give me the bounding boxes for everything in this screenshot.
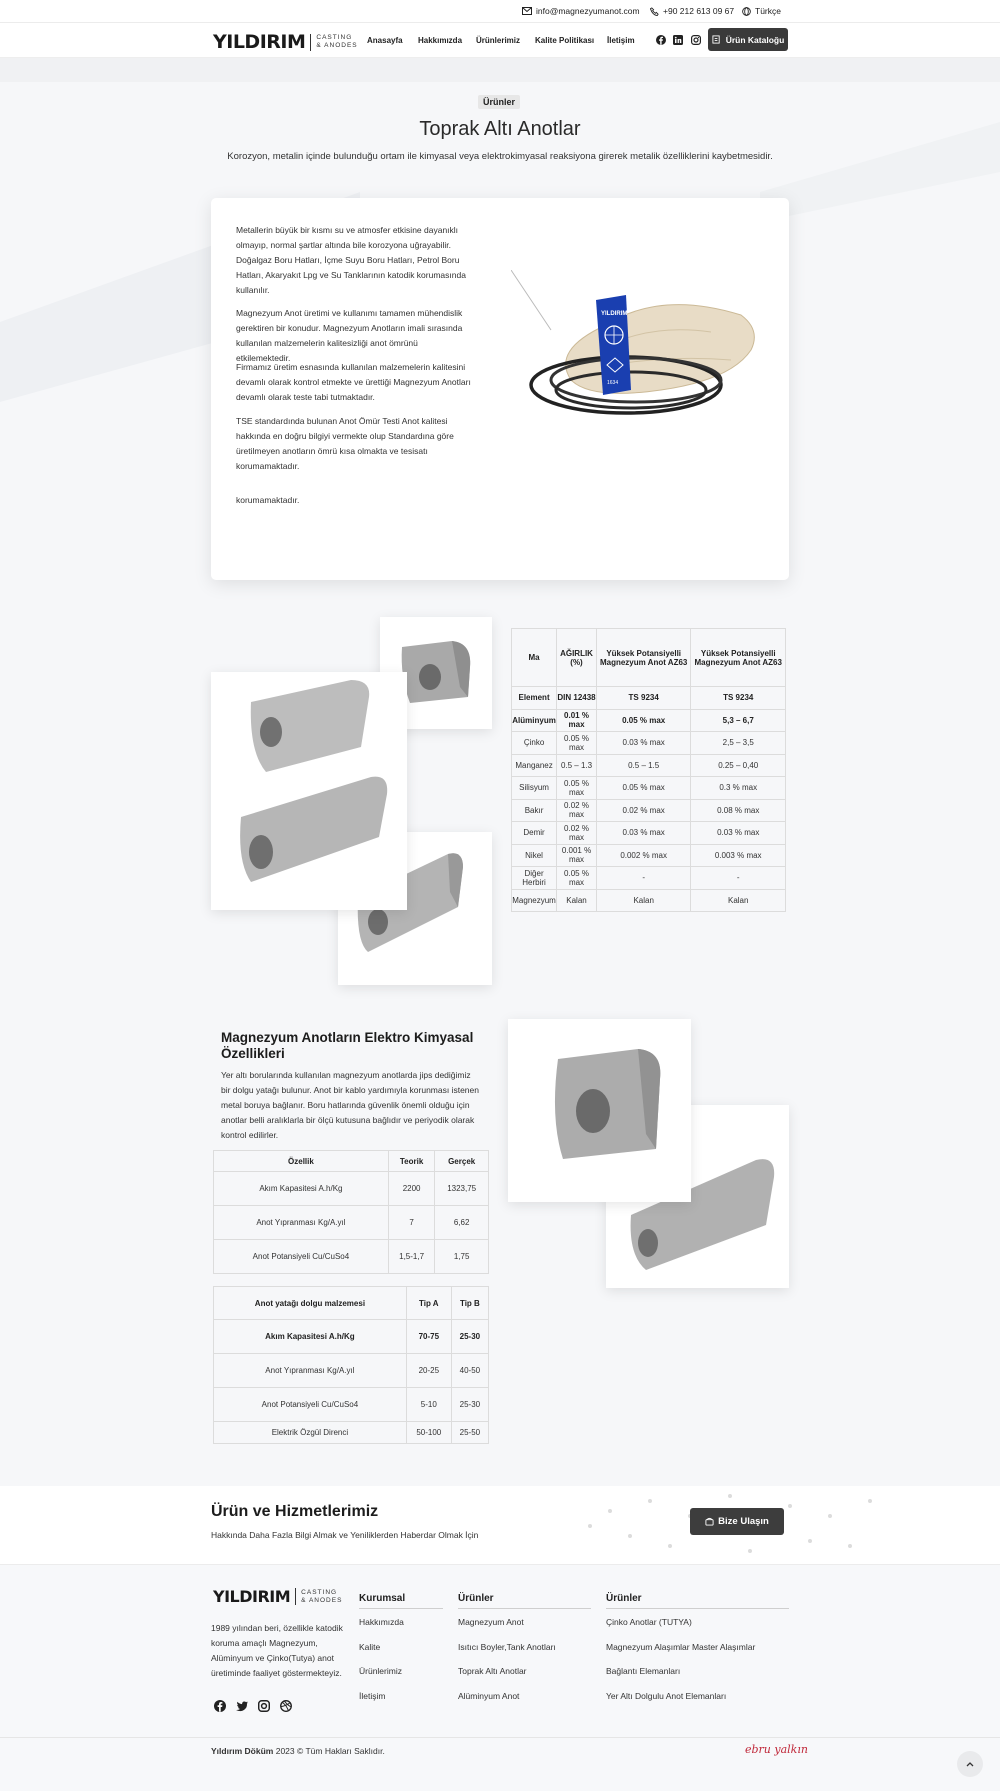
copyright	[211, 1746, 385, 1756]
intro-paragraph-2: Magnezyum Anot üretimi ve kullanımı tamamen mühendislik gerektiren bir konudur. Magnezyum Anotların imali sırasında kullanılan malzemelerin kalitesizliği anot ömrünü etkilemektedir.	[236, 308, 463, 363]
table-cell: Elektrik Özgül Direnci	[214, 1422, 407, 1444]
logo-tagline-1: CASTING	[316, 34, 353, 41]
electro-text: Yer altı borularında kullanılan magnezyum anotlarda jips dediğimiz bir dolgu yatağı bulunur. Anot bir kablo yardımıyla korunması istenen metal boruya bağlanır. Boru hatlarında güvenlik önemli olduğu için anotlar belli aralıklarla bir ölçü kutusuna bağlıdır ve periyodik olarak kontrol edilirler.	[221, 1070, 479, 1140]
footer-col3-title: Ürünler	[606, 1593, 789, 1609]
intro-paragraph-5: korumamaktadır.	[236, 495, 300, 505]
table-row	[214, 1206, 489, 1240]
table-header-cell: Gerçek	[435, 1151, 489, 1172]
composition-table	[511, 628, 786, 912]
phone-icon	[650, 7, 659, 16]
table-cell: 5,3 – 6,7	[691, 709, 786, 732]
logo-wordmark: YILDIRIM	[213, 31, 306, 53]
table-header-cell: Anot yatağı dolgu malzemesi	[214, 1287, 407, 1320]
footer-link[interactable]: Ürünlerimiz	[359, 1666, 402, 1676]
table-cell: Nikel	[512, 844, 557, 867]
footer-col2-title: Ürünler	[458, 1593, 591, 1609]
table-cell: 50-100	[406, 1422, 451, 1444]
table-cell: 2,5 – 3,5	[691, 732, 786, 755]
product-image-short-2	[508, 1019, 691, 1202]
table-cell: -	[596, 867, 691, 890]
table-cell: 0.02 % max	[596, 799, 691, 822]
table-cell: TS 9234	[691, 687, 786, 710]
table-header-cell: Yüksek Potansiyelli Magnezyum Anot AZ63	[691, 629, 786, 687]
table-cell: Element	[512, 687, 557, 710]
table-header-cell: Yüksek Potansiyelli Magnezyum Anot AZ63	[596, 629, 691, 687]
table-cell: 0.08 % max	[691, 799, 786, 822]
footer-link[interactable]: Kalite	[359, 1641, 381, 1652]
footer-col1-title: Kurumsal	[359, 1593, 443, 1609]
footer-about: 1989 yılından beri, özellikle katodik koruma amaçlı Magnezyum, Alüminyum ve Çinko(Tutya) anot üretiminde faaliyet göstermekteyiz.	[211, 1623, 343, 1678]
table-cell: 25-30	[451, 1388, 488, 1422]
footer-link[interactable]: Toprak Altı Anotlar	[458, 1666, 527, 1676]
contact-button-label: Bize Ulaşın	[718, 1516, 769, 1527]
table-cell: 0.03 % max	[691, 822, 786, 845]
logo-tagline	[316, 34, 357, 50]
tag-code-text: 1634	[607, 380, 619, 386]
table-cell: 0.002 % max	[596, 844, 691, 867]
table-cell: 0.25 – 0,40	[691, 754, 786, 777]
table-row	[214, 1422, 489, 1444]
table-header-cell: Ma	[512, 629, 557, 687]
table-cell: 0.001 % max	[557, 844, 597, 867]
footer-link[interactable]: Magnezyum Alaşımlar Master Alaşımlar	[606, 1641, 756, 1652]
logo[interactable]	[213, 31, 358, 53]
footer-logo-tagline	[301, 1589, 342, 1605]
table-row	[512, 889, 786, 912]
table-row	[214, 1240, 489, 1274]
table-row	[512, 709, 786, 732]
footer-logo-wordmark: YILDIRIM	[213, 1587, 291, 1606]
page-badge: Ürünler	[478, 95, 520, 109]
table-cell: 0.003 % max	[691, 844, 786, 867]
email-text: info@magnezyumanot.com	[536, 6, 640, 16]
dribbble-icon[interactable]	[280, 1700, 292, 1712]
table-row	[512, 777, 786, 800]
table-cell: 25-30	[451, 1320, 488, 1354]
instagram-icon[interactable]	[258, 1700, 270, 1712]
table-cell: 1323,75	[435, 1172, 489, 1206]
electro-table-2	[213, 1286, 489, 1444]
phone-text: +90 212 613 09 67	[663, 6, 735, 16]
facebook-icon[interactable]	[214, 1700, 226, 1712]
copyright-brand: Yıldırım Döküm	[211, 1746, 274, 1756]
scroll-top-button[interactable]	[957, 1751, 983, 1777]
table-cell: 70-75	[406, 1320, 451, 1354]
table-header-cell: Teorik	[388, 1151, 434, 1172]
footer-link[interactable]: İletişim	[359, 1690, 386, 1701]
table-cell: DIN 12438	[557, 687, 597, 710]
table-cell: Kalan	[691, 889, 786, 912]
table-cell: 1,75	[435, 1240, 489, 1274]
table-cell: 0.05 % max	[557, 867, 597, 890]
table-cell: Anot Yıpranması Kg/A.yıl	[214, 1354, 407, 1388]
intro-paragraph-1: Metallerin büyük bir kısmı su ve atmosfer etkisine dayanıklı olmayıp, normal şartlar altında bile korozyona uğrayabilir. Doğalgaz Boru Hatları, İçme Suyu Boru Hatları, Petrol Boru Hatları, Akaryakıt Lpg ve Su Tanklarının katodik korumasında kullanılır.	[236, 225, 466, 295]
table-cell: 1,5-1,7	[388, 1240, 434, 1274]
table-cell: 0.01 % max	[557, 709, 597, 732]
contact-button[interactable]	[690, 1508, 784, 1535]
agency-logo[interactable]: ebru yalkın	[745, 1743, 808, 1756]
table-cell: -	[691, 867, 786, 890]
email-link[interactable]	[522, 6, 640, 16]
footer-link[interactable]: Çinko Anotlar (TUTYA)	[606, 1617, 692, 1627]
language-text: Türkçe	[755, 6, 781, 16]
table-cell: 0.05 % max	[596, 777, 691, 800]
table-cell: Bakır	[512, 799, 557, 822]
table-cell: Çinko	[512, 732, 557, 755]
footer-divider	[0, 1737, 1000, 1738]
main-nav	[0, 23, 1000, 58]
table-row	[512, 822, 786, 845]
footer-link[interactable]: Alüminyum Anot	[458, 1690, 520, 1701]
footer-link[interactable]: Bağlantı Elemanları	[606, 1666, 681, 1676]
table-row	[214, 1172, 489, 1206]
logo-tagline-2: & ANODES	[316, 42, 358, 49]
nav-item-kalite[interactable]: Kalite Politikası	[535, 36, 595, 45]
table-cell: 0.05 % max	[557, 732, 597, 755]
table-cell: Akım Kapasitesi A.h/Kg	[214, 1172, 389, 1206]
footer-social	[214, 1700, 292, 1712]
page-subtitle: Korozyon, metalin içinde bulunduğu ortam ile kimyasal veya elektrokimyasal reaksiyona girerek metalik özelliklerini kaybetmesidir.	[227, 151, 773, 162]
footer-logo-tagline-1: CASTING	[301, 1588, 338, 1596]
footer-link[interactable]: Yer Altı Dolgulu Anot Elemanları	[606, 1690, 727, 1701]
table-cell: 5-10	[406, 1388, 451, 1422]
phone-link[interactable]	[650, 6, 734, 16]
table-cell: Kalan	[557, 889, 597, 912]
copyright-text: 2023 © Tüm Hakları Saklıdır.	[275, 1746, 385, 1756]
footer-logo[interactable]	[213, 1587, 342, 1606]
cta-section	[0, 1486, 1000, 1564]
intro-paragraph-4: TSE standardında bulunan Anot Ömür Testi Anot kalitesi hakkında en doğru bilgiyi vermekte olup Standardına göre üretilmeyen anotların ömrü kısa olmakta ve tesisatı korumamaktadır.	[236, 416, 454, 471]
chevron-up-icon	[966, 1761, 974, 1767]
table-cell: Demir	[512, 822, 557, 845]
table-row	[214, 1354, 489, 1388]
footer-logo-divider	[295, 1588, 296, 1605]
table-cell: 7	[388, 1206, 434, 1240]
table-cell: Diğer Herbiri	[512, 867, 557, 890]
intro-paragraph-3: Firmamız üretim esnasında kullanılan malzemelerin kalitesini devamlı olarak kontrol etmekte ve ürettiği Magnezyum Anotları devamlı olarak teste tabi tutmaktadır.	[236, 362, 471, 402]
table-cell: 0.5 – 1.3	[557, 754, 597, 777]
cta-title: Ürün ve Hizmetlerimiz	[211, 1503, 379, 1520]
table-cell: 0.5 – 1.5	[596, 754, 691, 777]
anode-bag-image	[511, 270, 791, 440]
language-selector[interactable]	[742, 6, 781, 16]
table-cell: 0.02 % max	[557, 799, 597, 822]
catalog-button-label: Ürün Kataloğu	[725, 34, 785, 45]
table-cell: 20-25	[406, 1354, 451, 1388]
catalog-button[interactable]	[708, 28, 788, 51]
table-cell: Kalan	[596, 889, 691, 912]
page-title: Toprak Altı Anotlar	[419, 118, 581, 140]
table-row	[512, 687, 786, 710]
intro-card	[211, 198, 789, 580]
table-cell: Anot Yıpranması Kg/A.yıl	[214, 1206, 389, 1240]
table-cell: 40-50	[451, 1354, 488, 1388]
facebook-icon[interactable]	[656, 35, 666, 45]
table-row	[512, 867, 786, 890]
table-cell: 0.3 % max	[691, 777, 786, 800]
instagram-icon[interactable]	[691, 35, 701, 45]
table-cell: 0.03 % max	[596, 732, 691, 755]
table-row	[214, 1388, 489, 1422]
table-cell: Anot Potansiyeli Cu/CuSo4	[214, 1240, 389, 1274]
twitter-icon[interactable]	[236, 1700, 248, 1712]
table-cell: Anot Potansiyeli Cu/CuSo4	[214, 1388, 407, 1422]
table-cell: Magnezyum	[512, 889, 557, 912]
footer-link[interactable]: Isıtıcı Boyler,Tank Anotları	[458, 1641, 556, 1652]
table-cell: 2200	[388, 1172, 434, 1206]
footer-link[interactable]: Magnezyum Anot	[458, 1617, 524, 1627]
table-row	[512, 754, 786, 777]
product-image-pair	[211, 672, 407, 910]
table-cell: TS 9234	[596, 687, 691, 710]
electro-table-1	[213, 1150, 489, 1274]
phone-icon	[705, 1517, 714, 1526]
nav-item-urunlerimiz[interactable]: Ürünlerimiz	[476, 36, 521, 45]
table-row	[512, 799, 786, 822]
table-cell: Akım Kapasitesi A.h/Kg	[214, 1320, 407, 1354]
nav-item-anasayfa[interactable]: Anasayfa	[367, 36, 403, 45]
electro-title: Magnezyum Anotların Elektro Kimyasal Özellikleri	[221, 1030, 474, 1061]
table-row	[214, 1320, 489, 1354]
table-header-cell: AĞIRLIK (%)	[557, 629, 597, 687]
globe-icon	[742, 7, 751, 16]
footer-link[interactable]: Hakkımızda	[359, 1617, 404, 1627]
hero-band	[0, 58, 1000, 82]
table-cell: Alüminyum	[512, 709, 557, 732]
mail-icon	[522, 7, 532, 15]
table-row	[512, 844, 786, 867]
logo-divider	[310, 34, 311, 51]
nav-item-hakkimizda[interactable]: Hakkımızda	[418, 36, 463, 45]
top-bar	[0, 0, 1000, 23]
table-cell: 0.02 % max	[557, 822, 597, 845]
nav-item-iletisim[interactable]: İletişim	[607, 36, 635, 45]
table-header-cell: Özellik	[214, 1151, 389, 1172]
table-header-cell: Tip B	[451, 1287, 488, 1320]
cta-text: Hakkında Daha Fazla Bilgi Almak ve Yeniliklerden Haberdar Olmak İçin	[211, 1530, 479, 1540]
footer-logo-tagline-2: & ANODES	[301, 1596, 343, 1604]
table-cell: Manganez	[512, 754, 557, 777]
table-cell: 0.05 % max	[596, 709, 691, 732]
table-cell: Silisyum	[512, 777, 557, 800]
table-header-cell: Tip A	[406, 1287, 451, 1320]
linkedin-icon[interactable]	[673, 35, 683, 45]
table-cell: 0.03 % max	[596, 822, 691, 845]
table-cell: 25-50	[451, 1422, 488, 1444]
document-icon	[712, 35, 721, 44]
table-cell: 6,62	[435, 1206, 489, 1240]
table-cell: 0.05 % max	[557, 777, 597, 800]
table-row	[512, 732, 786, 755]
tag-brand-text: YILDIRIM	[601, 311, 628, 317]
